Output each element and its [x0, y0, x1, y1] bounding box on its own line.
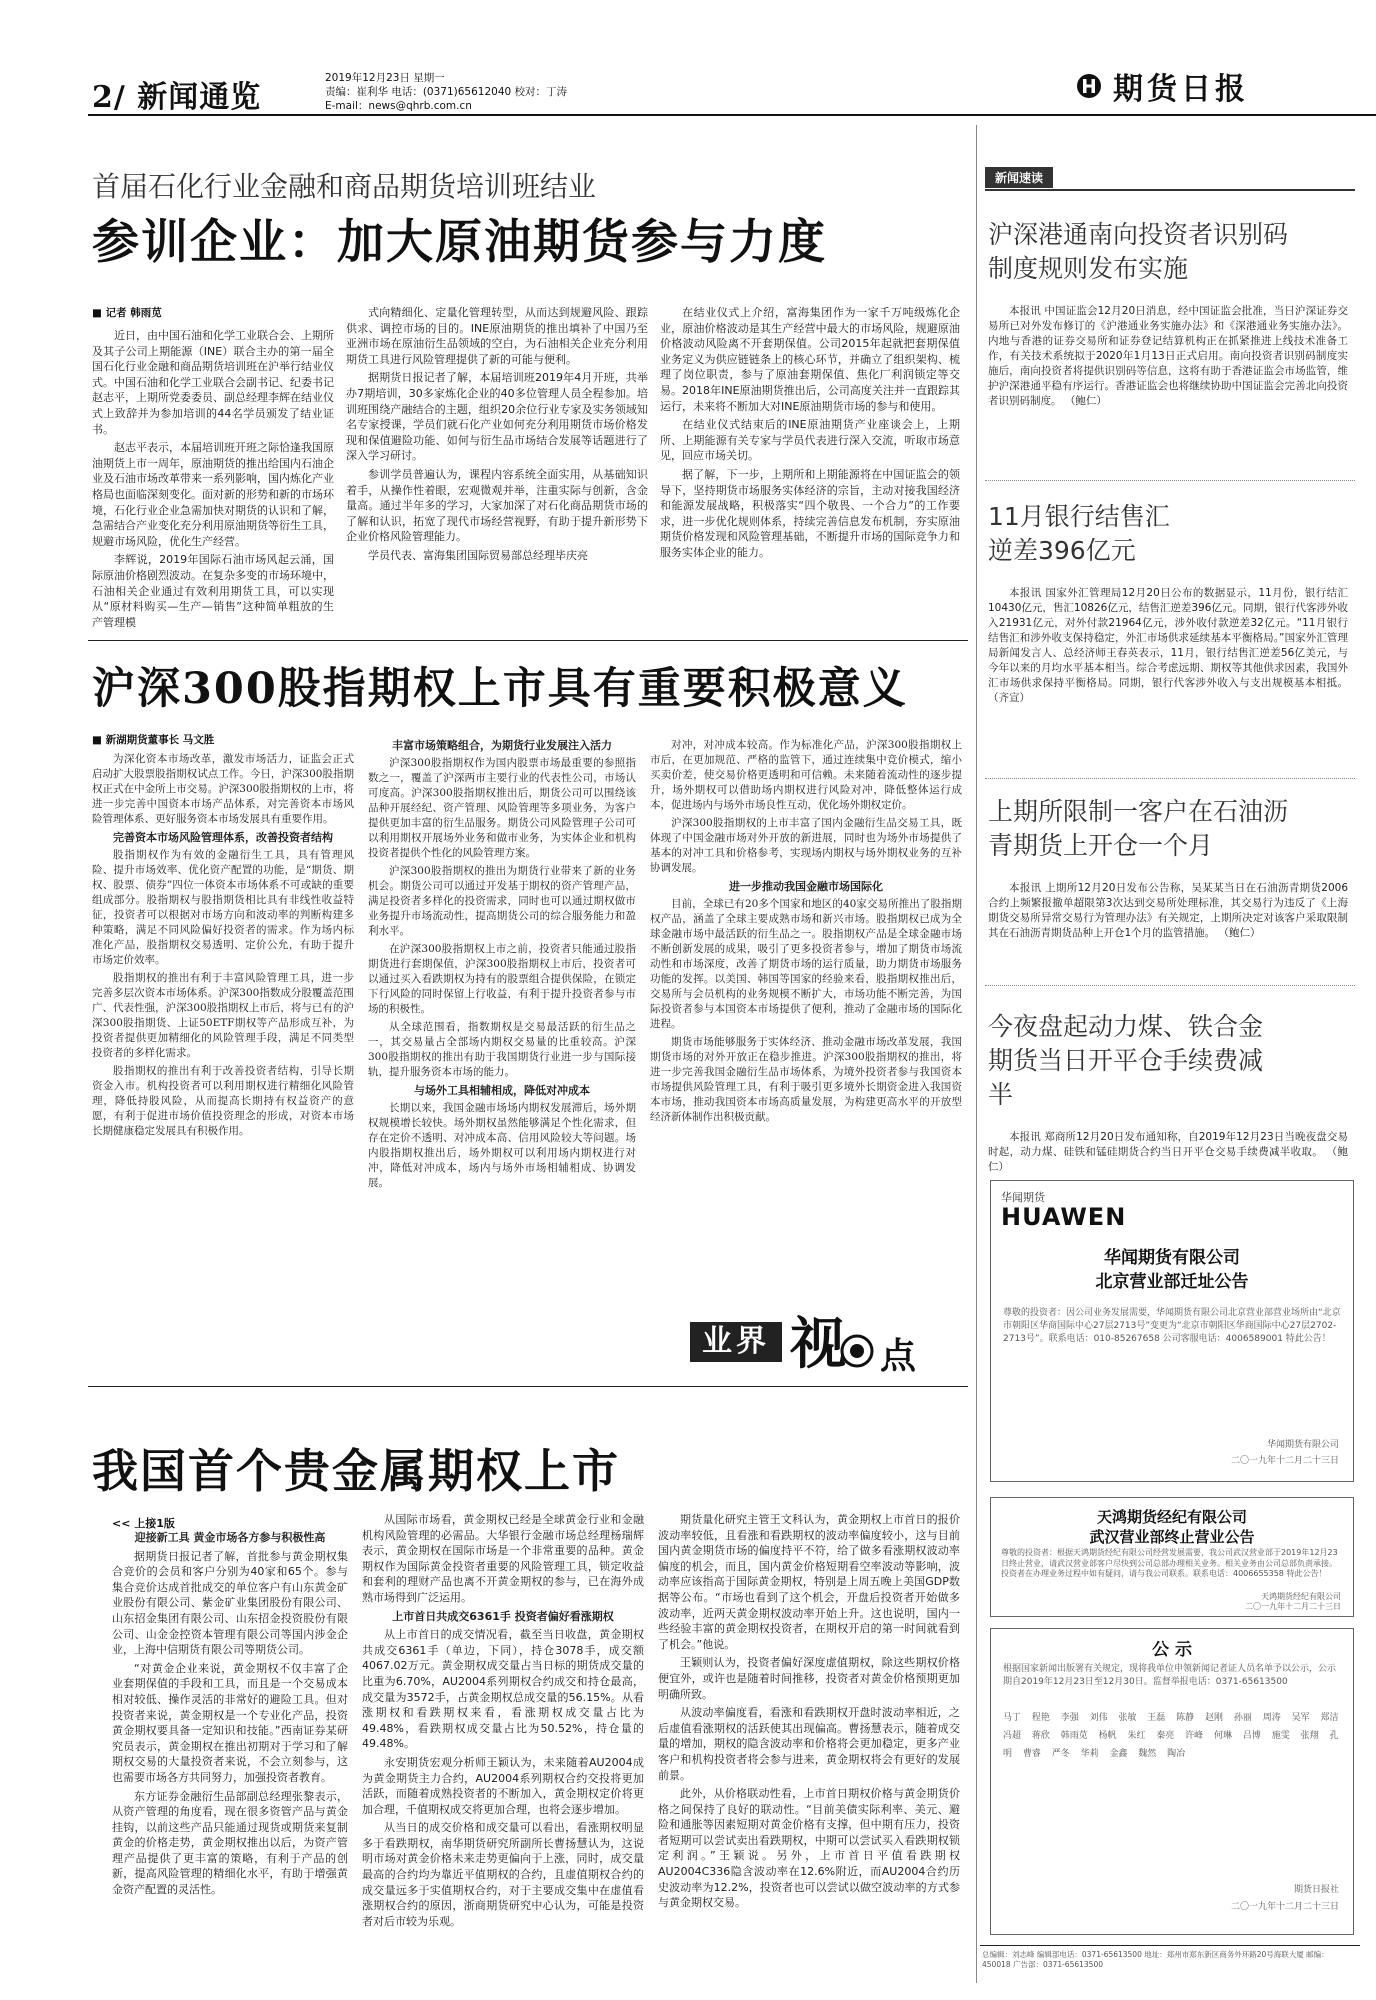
tianhong-body: 尊敬的投资者：根据天鸿期货经纪有限公司经营发展需要，我公司武汉营业部于2019年12月23日终止营业，请武汉营业部客户尽快到公司总部办理相关业务。相关业务由公司总部负责承接。投资者在办理业务过程中如有疑问，请与我公司联系。联系电话：4006655358 特此公告！ — [1001, 1548, 1338, 1578]
paragraph: 期货市场能够服务于实体经济、推动金融市场改革发展，我国期货市场的对外开放正在稳步推进。沪深300股指期权的推出，将进一步完善我国金融衍生品市场体系，为境外投资者参与我国资本市场提供风险管理工具，有利于吸引更多境外长期资金进入我国资本市场，推动我国资本市场高质量发展，为构建更高水平的开放型经济新体制作出积极贡献。 — [650, 1036, 962, 1123]
paragraph: 参训学员普遍认为，课程内容系统全面实用，从基础知识着手，从操作性着眼，宏观微观并举，注重实际与创新，含金量高。通过半年多的学习，大家加深了对石化商品期货市场的了解和认识，拓宽了现代市场经营视野，有助于提升新形势下企业价格风险管理能力。 — [346, 467, 648, 544]
article2-col1 — [92, 752, 354, 1372]
public-notice-signature: 期货日报社 — [1293, 1885, 1339, 1895]
editor-line: 责编：崔利华 电话：(0371)65612040 校对：丁涛 — [325, 86, 568, 98]
paragraph: 此外，从价格联动性看，上市首日期权价格与黄金期货价格之间保持了良好的联动性。“目前美债实际利率、美元、避险和通胀等因素短期对黄金价格有支撑，但中期有压力，投资者短期可以尝试卖出看跌期权，中期可以尝试买入看跌期权锁定利润。”王颖说。另外，上市首日平值看跌期权AU2004C336隐含波动率在12.6%附近，而AU2004合约历史波动率为12.2%，投资者也可以尝试以做空波动率的方式参与黄金期权交易。 — [658, 1787, 960, 1910]
paragraph: 在结业仪式上介绍，富海集团作为一家千万吨级炼化企业，原油价格波动是其生产经营中最大的市场风险，规避原油价格波动风险离不开套期保值。公司2015年起就把套期保值业务定义为供应链链条上的核心环节，并确立了组织架构、梳理了岗位职责，参与了原油套期保值、焦化厂利润锁定等交易。2018年INE原油期货推出后，公司高度关注并一直跟踪其运行，未来将不断加大对INE原油期货市场的参与和使用。 — [660, 306, 960, 413]
paper-logo — [1075, 66, 1249, 106]
paragraph: 从国际市场看，黄金期权已经是全球黄金行业和金融机构风险管理的必需品。大华银行金融市场总经理杨瑞辉表示，黄金期权在国际市场是一个非常重要的品种。黄金期权作为国际黄金投资者重要的风险管理工具，锁定收益和套利的理财产品也离不开黄金期权的参与，已在海外成熟市场得到广泛运用。 — [362, 1513, 644, 1604]
huawen-company: 华闻期货有限公司 — [1104, 1248, 1240, 1268]
paragraph: 在结业仪式结束后的INE原油期货产业座谈会上，上期所、上期能源有关专家与学员代表进行深入交流，听取市场意见，回应市场关切。 — [660, 418, 960, 463]
tianhong-notice — [990, 1497, 1354, 1617]
news-brief-title: 沪深港通南向投资者识别码制度规则发布实施 — [988, 220, 1289, 283]
paragraph: 目前，全球已有20多个国家和地区的40家交易所推出了股指期权产品，涵盖了全球主要成熟市场和新兴市场。股指期权已成为全球金融市场中最活跃的衍生品之一。股指期权产品是全球金融市场不断创新发展的成果，吸引了更多投资者参与，增加了期货市场流动性和市场深度，改善了期货市场的运行质量，助力期货市场服务功能的发挥。以美国、韩国等国家的经验来看，股指期权推出后，交易所与会员机构的业务规模不断扩大，市场功能不断完善，为国际投资者参与本国资本市场提供了便利，推动了金融市场的国际化进程。 — [650, 898, 962, 1030]
article2-bottom-rule — [88, 1386, 968, 1387]
footer-rule — [980, 1945, 1360, 1946]
page-header — [0, 0, 1376, 125]
article1-col3 — [660, 305, 960, 630]
paragraph: 为深化资本市场改革，激发市场活力，证监会正式启动扩大股票股指期权试点工作。今日，沪深300股指期权正式在中金所上市交易。沪深300股指期权的上市，将进一步完善中国资本市场产品体系，对完善资本市场风险管理体系、更好服务资本市场发展具有重要作用。 — [92, 753, 354, 825]
news-brief-4 — [988, 1010, 1348, 1195]
tianhong-signature: 天鸿期货经纪有限公司 — [1261, 1592, 1341, 1601]
article3-col2 — [362, 1512, 644, 1975]
viewpoint-badge-big: 视 — [790, 1311, 846, 1377]
sidebar-divider — [976, 125, 977, 1983]
section-subhead: 与场外工具相辅相成，降低对冲成本 — [414, 1084, 590, 1097]
news-brief-2 — [988, 500, 1348, 778]
section-subhead: 迎接新工具 黄金市场各方参与积极性高 — [134, 1531, 326, 1544]
circle-emblem-icon — [1075, 72, 1103, 100]
paragraph: 沪深300股指期权的上市丰富了国内金融衍生品交易工具，既体现了中国金融市场对外开放的新进展，同时也为场外市场提供了基本的对冲工具和价格参考，实现场内期权与场外期权业务的互补协调发展。 — [650, 817, 962, 874]
article1-col2 — [346, 305, 648, 630]
email-line: E-mail：news@qhrb.com.cn — [325, 100, 472, 112]
paragraph: 式向精细化、定量化管理转型，从而达到规避风险、跟踪供求、调控市场的目的。INE原油期货的推出填补了中国乃至亚洲市场在原油衍生品领域的空白，为石油相关企业充分利用期货工具进行风险管理提供了新的可能与便利。 — [346, 306, 648, 366]
news-brief-body: 本报讯 中国证监会12月20日消息，经中国证监会批准，当日沪深证券交易所已对外发布修订的《沪港通业务实施办法》和《深港通业务实施办法》。内地与香港的证券交易所和证券登记结算机构正在抓紧推进上线技术准备工作，有关技术系统拟于2020年1月13日正式启用。南向投资者识别码制度实施后，南向投资者将提供识别码等信息，这将有助于香港证监会市场监管，维护沪深港通平稳有序运行。香港证监会也将继续协助中国证监会完善北向投资者识别码制度。 （鲍仁） — [988, 305, 1348, 407]
huawen-logo-cn: 华闻期货 — [1001, 1191, 1045, 1204]
news-brief-body: 本报讯 郑商所12月20日发布通知称，自2019年12月23日当晚夜盘交易时起，动力煤、硅铁和锰硅期货合约当日开平仓交易手续费减半收取。 （鲍仁） — [988, 1131, 1348, 1173]
section-subhead: 上市首日共成交6361手 投资者偏好看涨期权 — [392, 1609, 614, 1623]
paragraph: 李辉说，2019年国际石油市场风起云涌，国际原油价格剧烈波动。在复杂多变的市场环境中，石油相关企业通过有效利用期货工具，可以实现从“原材料购买—生产—销售”这种简单粗放的生产管理模 — [92, 553, 334, 629]
section-subhead: 丰富市场策略组合，为期货行业发展注入活力 — [392, 739, 612, 752]
date-line: 2019年12月23日 星期一 — [325, 72, 445, 84]
sidebar-section-label — [985, 167, 1355, 191]
huawen-logo-en: HUAWEN — [1001, 1203, 1127, 1231]
paragraph: 从当日的成交价格和成交量可以看出，看涨期权明显多于看跌期权，南华期货研究所副所长曹扬慧认为，这说明市场对黄金价格未来走势更偏向于上涨，同时，成交量最高的合约均为靠近平值期权的合约，且虚值期权合约的成交量远多于实值期权合约，对于主要成交集中在虚值看涨期权合约的原因，浙商期货研究中心认为，可能是投资者对后市较为乐观。 — [362, 1821, 644, 1928]
paper-name: 期货日报 — [1113, 72, 1249, 107]
sidebar-section-tag: 新闻速读 — [985, 167, 1053, 188]
public-notice-date: 二〇一九年十二月二十三日 — [1230, 1902, 1339, 1912]
paragraph: 据了解，下一步，上期所和上期能源将在中国证监会的领导下，坚持期货市场服务实体经济的宗旨，主动对接我国经济和能源发展战略，积极落实“四个敬畏、一个合力”的工作要求，进一步优化规则体系，持续完善信息发布机制，夯实原油期货价格发现和风险管理基础，不断提升市场的国际竞争力和服务实体企业的能力。 — [660, 467, 960, 559]
viewpoint-badge — [690, 1308, 960, 1377]
paragraph: 从上市首日的成交情况看，截至当日收盘，黄金期权共成交6361手（单边，下同），持仓3078手，成交额4067.02万元。黄金期权成交量占当日标的期货成交量的比重为6.70%，AU2004系列期权合约成交和持仓最高，成交量为3572手，占黄金期权总成交量的56.15%。从看涨期权和看跌期权来看，看涨期权成交量占比为49.48%，看跌期权成交量占比为50.52%，持仓量的49.48%。 — [362, 1628, 644, 1751]
article1-kicker: 首届石化行业金融和商品期货培训班结业 — [92, 170, 597, 203]
paragraph: “对黄金企业来说，黄金期权不仅丰富了企业套期保值的手段和工具，而且是一个交易成本相对较低、操作灵活的非常好的避险工具。但对投资者来说，黄金期权是一个专业化产品，投资黄金期权要具备一定知识和技能。”西南证券某研究员表示，黄金期权在推出初期对于学习和了解期权交易的大量投资者来说，不会立刻参与，这也需要市场各方共同努力，加强投资者教育。 — [112, 1661, 348, 1784]
viewpoint-badge-left: 业界 — [690, 1322, 782, 1362]
article2-col3 — [650, 738, 962, 1308]
paragraph: 股指期权作为有效的金融衍生工具，具有管理风险、提升市场效率、优化资产配置的功能，是“期货、期权、股票、债券”四位一体资本市场体系不可或缺的重要组成部分。股指期权与股指期货相比具有非线性收益特征，投资者可以根据对市场方向和波动率的判断构建多种策略，满足不同风险偏好投资者的需求。作为场内标准化产品，股指期权交易透明、定价公允，有助于提升市场定价效率。 — [92, 849, 354, 966]
huawen-date: 二〇一九年十二月二十三日 — [1230, 1456, 1339, 1466]
article3-headline: 我国首个贵金属期权上市 — [92, 1444, 620, 1498]
page-label: 2/ 新闻通览 — [92, 80, 262, 115]
paragraph: 从全球范围看，指数期权是交易最活跃的衍生品之一，其交易量占全部场内期权交易量的比重较高。沪深300股指期权的推出有助于我国期货行业进一步与国际接轨，提升服务资本市场的能力。 — [368, 1021, 636, 1078]
article1-col1 — [92, 328, 334, 630]
article2-headline: 沪深300股指期权上市具有重要积极意义 — [92, 664, 908, 714]
continued-from: << 上接1版 — [112, 1517, 175, 1530]
paragraph: 永安期货宏观分析师王颖认为，未来随着AU2004成为黄金期货主力合约，AU2004系列期权合约交投将更加活跃，而随着成熟投资者的不断加入，黄金期权定价将更加合理，千值期权成交将更加合理，也将会逐步增加。 — [362, 1755, 644, 1816]
public-notice-body: 根据国家新闻出版署有关规定，现将我单位申领新闻记者证人员名单予以公示，公示期自2019年12月23日至12月30日。监督举报电话：0371-65613500 — [1003, 1664, 1337, 1687]
brief-rule — [985, 778, 1355, 779]
article3-col3 — [658, 1512, 960, 1975]
news-brief-title: 11月银行结售汇逆差396亿元 — [988, 502, 1170, 565]
brief-rule — [985, 985, 1355, 986]
paragraph: 股指期权的推出有利于改善投资者结构，引导长期资金入市。机构投资者可以利用期权进行精细化风险管理，降低持股风险，从而提高长期持有权益资产的意愿，有利于促进市场价值投资理念的形成，对资本市场长期健康稳定发展具有积极作用。 — [92, 1065, 354, 1137]
paragraph: 在沪深300股指期权上市之前，投资者只能通过股指期货进行套期保值，沪深300股指期权上市后，投资者可以通过买入看跌期权为持有的股票组合提供保险，在锁定下行风险的同时保留上行收益，有利于提升投资者参与市场的积极性。 — [368, 943, 636, 1015]
huawen-signature: 华闻期货有限公司 — [1266, 1440, 1339, 1450]
paragraph: 东方证券金融衍生品部副总经理张黎表示，从资产管理的角度看，现在很多资管产品与黄金挂钩，以前这些产品只能通过现货或期货来复制黄金的价格走势，黄金期权推出以后，为资产管理产品提供了更丰富的策略，有利于产品的创新，提高风险管理的精细化水平，有助于增强黄金资产配置的灵活性。 — [112, 1789, 348, 1897]
article1-byline: ■ 记者 韩雨苋 — [92, 307, 162, 319]
tianhong-company: 天鸿期货经纪有限公司 — [1096, 1508, 1247, 1526]
article1-bottom-rule — [88, 640, 968, 641]
news-brief-body: 本报讯 上期所12月20日发布公告称，吴某某当日在石油沥青期货2006合约上频繁报撤单超限第3次达到交易所处理标准，其交易行为违反了《上海期货交易所异常交易行为管理办法》有关规定，上期所决定对该客户采取限制其在石油沥青期货品种上开仓1个月的监管措施。 （鲍仁） — [988, 882, 1348, 939]
huawen-body: 尊敬的投资者：因公司业务发展需要，华闻期货有限公司北京营业部营业场所由“北京市朝阳区华商国际中心27层2713号”变更为“北京市朝阳区华商国际中心27层2702-2713号”。联系电话：010-85267658 公司客服电话：4006589001 特此公告！ — [1003, 1308, 1341, 1344]
paragraph: 赵志平表示，本届培训班开班之际恰逢我国原油期货上市一周年，原油期货的推出给国内石油企业及石油市场改革带来一系列影响，国内炼化产业格局也面临深刻变化。面对新的形势和新的市场环境，石化行业企业急需加快对期货的认识和了解，急需结合产业变化充分利用原油期货等衍生工具，规避市场风险，优化生产经营。 — [92, 441, 334, 548]
article3-col1 — [112, 1530, 348, 1975]
article1-headline: 参训企业：加大原油期货参与力度 — [92, 215, 827, 270]
tianhong-date: 二〇一九年十二月二十三日 — [1245, 1602, 1341, 1611]
paragraph: 据期货日报记者了解，首批参与黄金期权集合竞价的会员和客户分别为40家和65个。参与集合竞价达成首批成交的单位客户有山东黄金矿业股份有限公司、紫金矿业集团股份有限公司、山东招金集团有限公司、山东招金投资股份有限公司、山金金控资本管理有限公司等国内涉金企业，上海中信期货有限公司等期货公司。 — [112, 1549, 348, 1657]
eye-icon — [840, 1334, 874, 1368]
news-brief-1 — [988, 218, 1348, 474]
paragraph: 王颖则认为，投资者偏好深度虚值期权，除这些期权价格便宜外，或许也是随着时间推移，投资者对黄金价格预期更加明确所致。 — [658, 1656, 960, 1701]
tianhong-title: 武汉营业部终止营业公告 — [1089, 1528, 1255, 1546]
paragraph: 期货量化研究主管王文科认为，黄金期权上市首日的报价波动率较低，且看涨和看跌期权的波动率偏度较小，这与目前国内黄金期货市场的偏度持平不符，给了做多看涨期权波动率偏度的机会，而且，国内黄金价格短期看空率波动等影响，波动率应该指高于国际黄金期权，特别是上周五晚上美国GDP数据等公布。“市场也看到了这个机会，开盘后投资者开始做多波动率，近两天黄金期权波动率开始上升。这也说明，国内一些经验丰富的黄金期权投资者，在期权开启的第一时间就看到了机会。”他说。 — [658, 1513, 960, 1651]
news-brief-3 — [988, 795, 1348, 976]
public-notice-names: 马丁 程艳 李强 刘伟 张敏 王磊 陈静 赵刚 孙丽 周涛 吴军 郑洁 冯超 蒋欣 韩雨苋 杨帆 朱红 秦亮 许峰 何琳 吕博 施雯 张翔 孔明 曹睿 严冬 华莉 金鑫 魏然 陶冶 — [1003, 1713, 1339, 1759]
paragraph: 近日，由中国石油和化学工业联合会、上期所及其子公司上期能源（INE）联合主办的第一届全国石化行业金融和商品期货培训班在沪举行结业仪式。中国石油和化学工业联合会副书记、纪委书记赵志平，上期所党委委员、副总经理李辉在结业仪式上致辞并为参加培训的44名学员颁发了结业证书。 — [92, 329, 334, 436]
article2-byline: ■ 新湖期货董事长 马文胜 — [92, 734, 215, 746]
footer-text: 总编辑：刘志峰 编辑部电话：0371-65613500 地址：郑州市郑东新区商务外环路20号海联大厦 邮编：450018 广告部：0371-65613500 — [982, 1950, 1329, 1969]
header-rule — [88, 114, 1376, 116]
paragraph: 据期货日报记者了解，本届培训班2019年4月开班，共举办7期培训，30多家炼化企业的40多位管理人员全程参加。培训班围绕产融结合的主题，组织20余位行业专家及实务领域知名专家授课，学员们就石化产业如何充分利用期货市场价格发现和保值避险功能、如何与衍生品市场结合发展等话题进行了深入学习研讨。 — [346, 371, 648, 463]
section-subhead: 完善资本市场风险管理体系，改善投资者结构 — [113, 831, 333, 844]
public-notice-title: 公 示 — [1152, 1640, 1192, 1660]
public-notice — [990, 1628, 1354, 1935]
huawen-title: 北京营业部迁址公告 — [1095, 1272, 1249, 1292]
paragraph: 学员代表、富海集团国际贸易部总经理毕庆亮 — [368, 548, 588, 562]
news-brief-title: 今夜盘起动力煤、铁合金期货当日开平仓手续费减半 — [988, 1012, 1264, 1109]
section-subhead: 进一步推动我国金融市场国际化 — [729, 880, 883, 893]
brief-rule — [985, 480, 1355, 481]
paragraph: 沪深300股指期权作为国内股票市场最重要的参照指数之一，覆盖了沪深两市主要行业的代表性公司，市场认可度高。沪深300股指期权推出后，期货公司可以围绕该品种开展经纪、资产管理、风险管理等多项业务，为客户提供更加丰富的衍生品服务。期货公司风险管理子公司可以利用期权开展场外业务和做市业务，为实体企业和机构投资者提供个性化的风险管理方案。 — [368, 757, 636, 859]
news-brief-body: 本报讯 国家外汇管理局12月20日公布的数据显示，11月份，银行结汇10430亿元，售汇10826亿元，结售汇逆差396亿元。同期，银行代客涉外收入21931亿元，对外付款21964亿元，涉外收付款逆差32亿元。“11月银行结售汇和涉外收支保持稳定，外汇市场供求延续基本平衡格局。”国家外汇管理局新闻发言人、总经济师王春英表示，11月，银行结售汇逆差56亿美元，与今年以来的月均水平基本相当。综合考虑远期、期权等其他供求因素，我国外汇市场供求保持平衡格局。同期，银行代客涉外收入与支出规模基本相抵。 （齐宣） — [988, 587, 1348, 704]
viewpoint-badge-right: 点 — [880, 1335, 917, 1377]
article2-col2 — [368, 738, 636, 1372]
paragraph: 沪深300股指期权的推出为期货行业带来了新的业务机会。期货公司可以通过开发基于期权的资产管理产品，满足投资者多样化的投资需求，同时也可以通过期权做市业务提升市场流动性，提高期货公司的综合服务能力和盈利水平。 — [368, 865, 636, 937]
paragraph: 从波动率偏度看，看涨和看跌期权开盘时波动率相近，之后虚值看涨期权的活跃使其出现偏高。曹扬慧表示，随着成交量的增加，期权的隐含波动率和价格将会更加稳定，更多产业客户和机构投资者将会参与进来，黄金期权将会有更好的发展前景。 — [658, 1706, 960, 1782]
news-brief-title: 上期所限制一客户在石油沥青期货上开仓一个月 — [988, 797, 1289, 860]
paragraph: 股指期权的推出有利于丰富风险管理工具，进一步完善多层次资本市场体系。沪深300指数成分股覆盖范围广、代表性强，沪深300股指期权上市后，将与已有的沪深300股指期货、上证50ETF期权等产品形成互补，为投资者提供更加精细化的风险管理手段，满足不同类型投资者的多样化需求。 — [92, 972, 354, 1059]
paragraph: 对冲，对冲成本较高。作为标准化产品，沪深300股指期权上市后，在更加规范、严格的监管下，通过连续集中竞价模式，缩小买卖价差，使交易价格更透明和可信赖。未来随着流动性的逐步提升，场外期权可以借助场内期权进行风险对冲，降低整体运行成本，促进场内与场外市场良性互动，优化场外期权定价。 — [650, 739, 962, 811]
paragraph: 长期以来，我国金融市场场内期权发展滞后，场外期权规模增长较快。场外期权虽然能够满足个性化需求，但存在定价不透明、对冲成本高、信用风险较大等问题。场内股指期权推出后，场外期权可以利用场内期权进行对冲，降低对冲成本，场内与场外市场相辅相成、协调发展。 — [368, 1102, 636, 1189]
huawen-notice — [990, 1180, 1354, 1482]
